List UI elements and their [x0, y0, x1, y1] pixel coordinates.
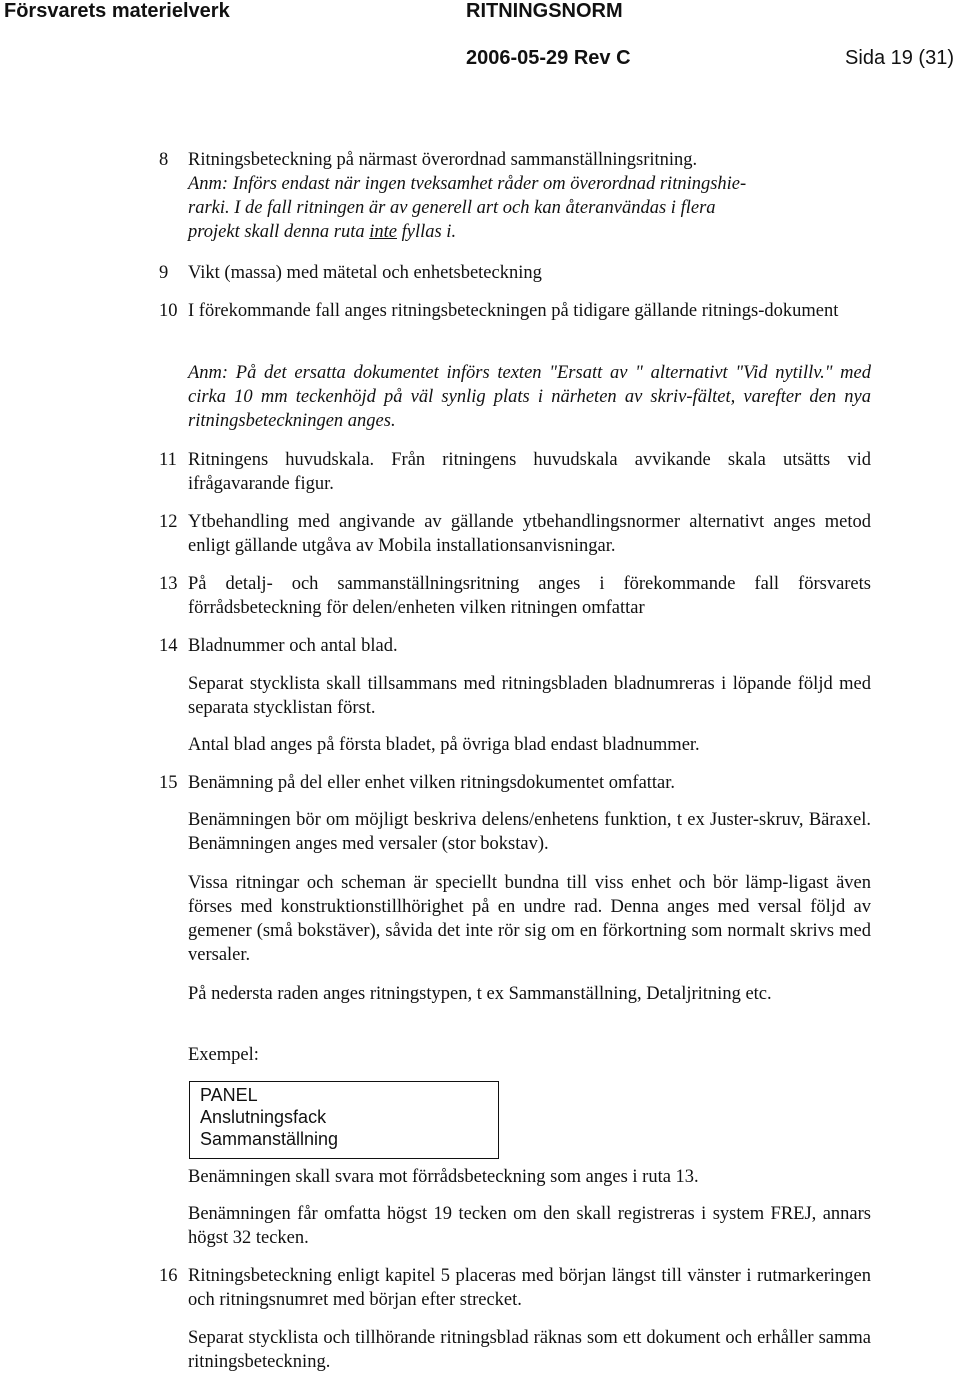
list-item-9 [159, 261, 871, 285]
item-text: Ritningsbeteckning enligt kapitel 5 placeras med början längst till vänster i rutmarkeringen och ritningsnumret med början efter strecket. [188, 1266, 871, 1310]
item-number: 13 [159, 574, 178, 594]
item-number: 16 [159, 1266, 178, 1286]
item-number: 8 [159, 150, 169, 170]
item-15-paragraph: På nedersta raden anges ritningstypen, t ex Sammanställning, Detaljritning etc. [188, 984, 772, 1004]
example-line: PANEL [200, 1085, 258, 1105]
list-item-14 [159, 634, 871, 658]
item-15-paragraph: Benämningen skall svara mot förrådsbeteckning som anges i ruta 13. [188, 1167, 699, 1187]
item-number: 11 [159, 450, 177, 470]
item-text: Vikt (massa) med mätetal och enhetsbeteckning [188, 263, 542, 283]
note-underlined-word: inte [369, 222, 397, 242]
item-14-paragraph: Separat stycklista skall tillsammans med ritningsbladen bladnumreras i löpande följd med separata stycklistan först. [188, 674, 871, 718]
item-14-paragraph: Antal blad anges på första bladet, på övriga blad endast bladnummer. [188, 735, 700, 755]
item-16-paragraph: Separat stycklista och tillhörande ritningsblad räknas som ett dokument och erhåller samma ritningsbeteckning. [188, 1328, 871, 1372]
item-number: 10 [159, 301, 178, 321]
example-box [189, 1081, 499, 1159]
example-line: Anslutningsfack [200, 1107, 327, 1127]
item-number: 15 [159, 773, 178, 793]
note-text: fyllas i. [396, 222, 457, 242]
header-document-title: RITNINGSNORM [466, 0, 623, 22]
item-note-line: rarki. I de fall ritningen är av generell art och kan återanvändas i flera [188, 198, 716, 218]
list-item-8 [159, 148, 871, 244]
note-text: projekt skall denna ruta [188, 222, 370, 242]
item-note-line: Anm: Införs endast när ingen tveksamhet råder om överordnad ritningshie- [188, 174, 747, 194]
header-date-revision: 2006-05-29 Rev C [466, 47, 631, 69]
item-text: Bladnummer och antal blad. [188, 636, 398, 656]
item-text: Ritningens huvudskala. Från ritningens huvudskala avvikande skala utsätts vid ifrågavarande figur. [188, 450, 871, 494]
item-text: På detalj- och sammanställningsritning anges i förekommande fall försvarets förrådsbeteckning för delen/enheten vilken ritningen omfattar [188, 574, 871, 618]
list-item-11 [159, 448, 871, 496]
item-number: 12 [159, 512, 178, 532]
item-note-line [188, 220, 871, 244]
list-item-13 [159, 572, 871, 620]
item-number: 14 [159, 636, 178, 656]
item-10-note: Anm: På det ersatta dokumentet införs texten "Ersatt av " alternativt "Vid nytillv." med cirka 10 mm teckenhöjd på väl synlig plats i närheten av skriv-fältet, varefter den nya ritningsbeteckningen anges. [188, 363, 871, 431]
list-item-10 [159, 299, 871, 323]
header-page-number: Sida 19 (31) [845, 47, 954, 69]
item-text: Benämning på del eller enhet vilken ritningsdokumentet omfattar. [188, 773, 676, 793]
item-text: Ytbehandling med angivande av gällande ytbehandlingsnormer alternativt anges metod enligt gällande utgåva av Mobila installationsanvisningar. [188, 512, 871, 556]
example-line: Sammanställning [200, 1129, 339, 1149]
example-label: Exempel: [188, 1045, 259, 1065]
item-text: I förekommande fall anges ritningsbeteckningen på tidigare gällande ritnings-dokument [188, 301, 839, 321]
list-item-15 [159, 771, 871, 795]
list-item-16 [159, 1264, 871, 1312]
header-organization: Försvarets materielverk [4, 0, 230, 22]
item-15-paragraph: Benämningen bör om möjligt beskriva delens/enhetens funktion, t ex Juster-skruv, Bäraxel. Benämningen anges med versaler (stor bokstav). [188, 810, 871, 854]
item-text: Ritningsbeteckning på närmast överordnad sammanställningsritning. [188, 150, 698, 170]
list-item-12 [159, 510, 871, 558]
item-15-paragraph: Vissa ritningar och scheman är speciellt bundna till viss enhet och bör lämp-ligast även förses med konstruktionstillhörighet på en undre rad. Denna anges med versal följd av gemener (små bokstäver), såvida det inte rör sig om en förkortning som normalt skrivs med versaler. [188, 873, 871, 965]
item-number: 9 [159, 263, 169, 283]
item-15-paragraph: Benämningen får omfatta högst 19 tecken om den skall registreras i system FREJ, annars högst 32 tecken. [188, 1204, 871, 1248]
